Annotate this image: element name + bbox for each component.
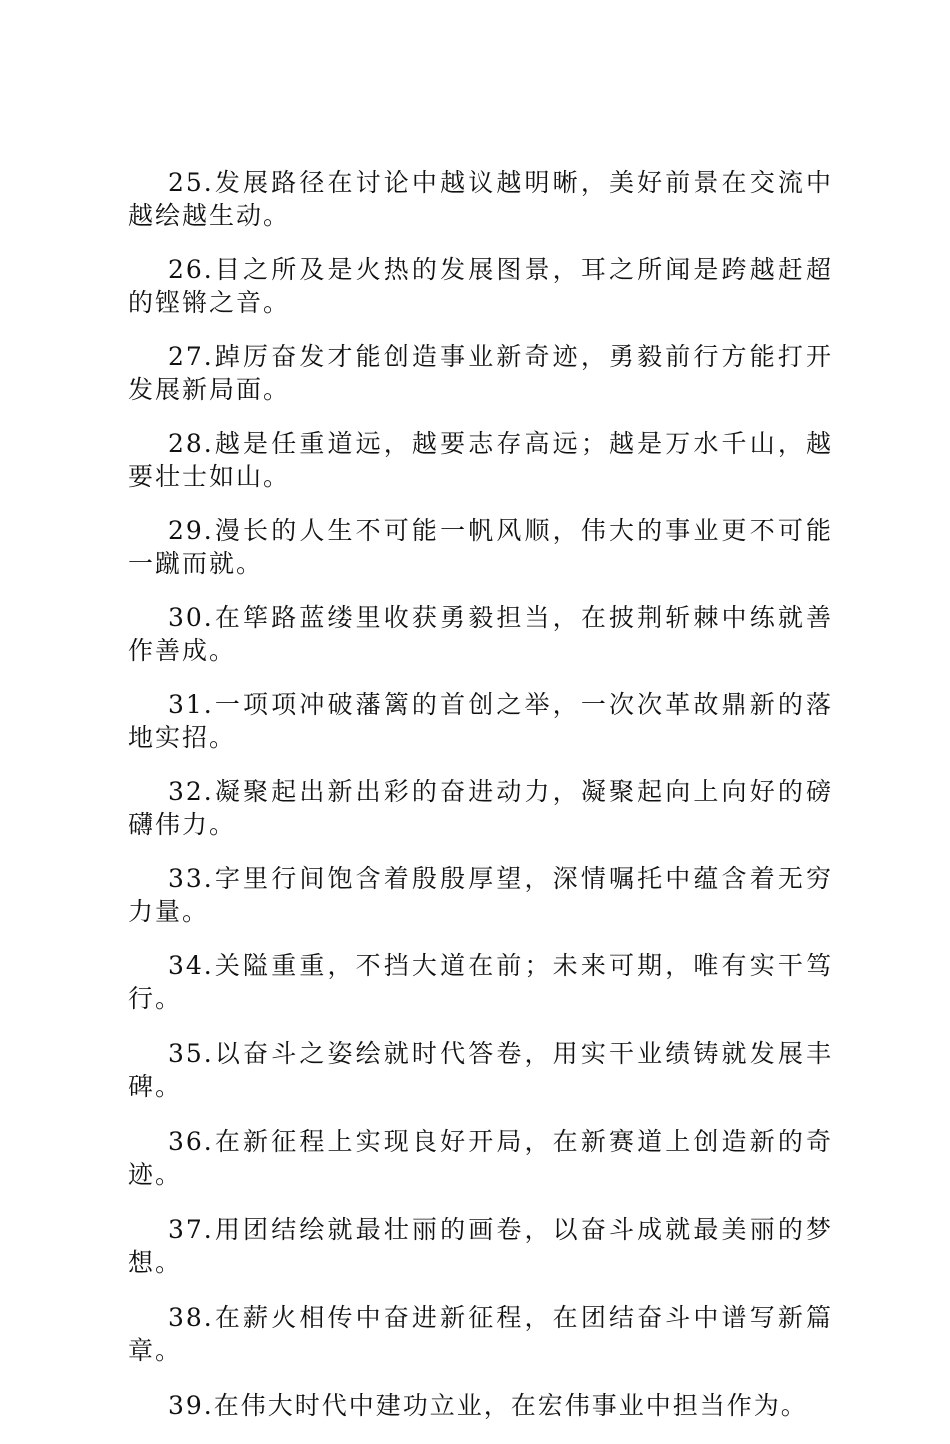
paragraph-34: 34.关隘重重，不挡大道在前；未来可期，唯有实干笃行。 — [128, 951, 833, 1013]
paragraph-38: 38.在薪火相传中奋进新征程，在团结奋斗中谱写新篇章。 — [128, 1303, 833, 1365]
paragraph-39: 39.在伟大时代中建功立业，在宏伟事业中担当作为。 — [168, 1391, 808, 1420]
paragraph-37: 37.用团结绘就最壮丽的画卷，以奋斗成就最美丽的梦想。 — [128, 1215, 833, 1277]
paragraph-28: 28.越是任重道远，越要志存高远；越是万水千山，越要壮士如山。 — [128, 429, 833, 491]
paragraph-25: 25.发展路径在讨论中越议越明晰，美好前景在交流中越绘越生动。 — [128, 168, 833, 230]
paragraph-33: 33.字里行间饱含着殷殷厚望，深情嘱托中蕴含着无穷力量。 — [128, 864, 833, 926]
paragraph-30: 30.在筚路蓝缕里收获勇毅担当，在披荆斩棘中练就善作善成。 — [128, 603, 833, 665]
paragraph-26: 26.目之所及是火热的发展图景，耳之所闻是跨越赶超的铿锵之音。 — [128, 255, 833, 317]
paragraph-35: 35.以奋斗之姿绘就时代答卷，用实干业绩铸就发展丰碑。 — [128, 1039, 833, 1101]
paragraph-36: 36.在新征程上实现良好开局，在新赛道上创造新的奇迹。 — [128, 1127, 833, 1189]
paragraph-27: 27.踔厉奋发才能创造事业新奇迹，勇毅前行方能打开发展新局面。 — [128, 342, 833, 404]
document-body — [128, 166, 833, 1444]
paragraph-31: 31.一项项冲破藩篱的首创之举，一次次革故鼎新的落地实招。 — [128, 690, 833, 752]
paragraph-29: 29.漫长的人生不可能一帆风顺，伟大的事业更不可能一蹴而就。 — [128, 516, 833, 578]
paragraph-32: 32.凝聚起出新出彩的奋进动力，凝聚起向上向好的磅礴伟力。 — [128, 777, 833, 839]
